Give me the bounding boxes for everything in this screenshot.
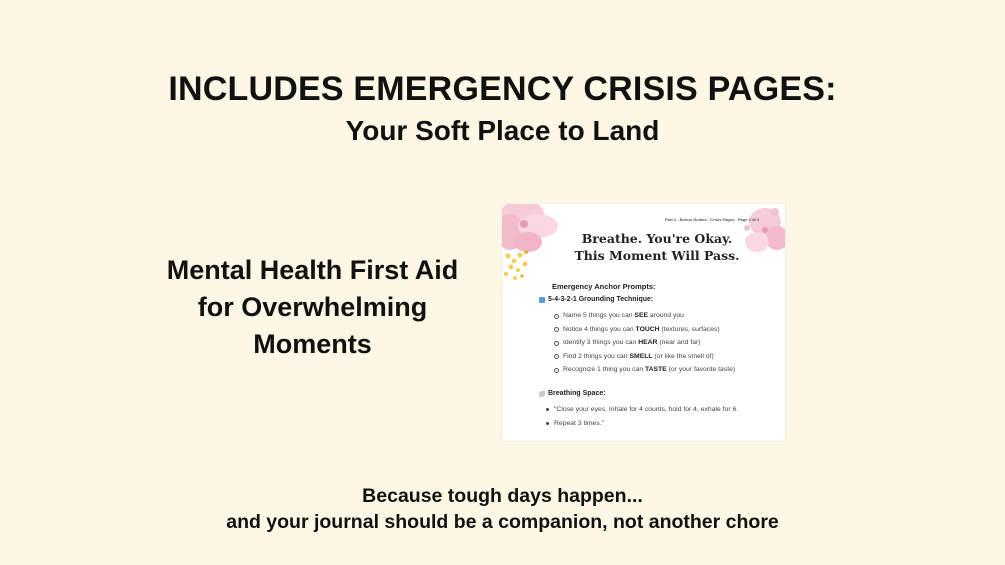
anchor-prompts-heading: Emergency Anchor Prompts: <box>552 282 656 291</box>
breathing-space-label: Breathing Space: <box>548 390 606 397</box>
list-item: Find 2 things you can SMELL (or like the smell of) <box>554 350 735 364</box>
feature-heading-line: Mental Health First Aid <box>166 255 459 285</box>
grounding-technique-label: 5-4-3-2-1 Grounding Technique: <box>548 296 654 303</box>
preview-title <box>542 230 772 264</box>
list-item: Notice 4 things you can TOUCH (textures, surfaces) <box>554 323 735 337</box>
list-item: Identify 3 things you can HEAR (near and far) <box>554 336 735 350</box>
preview-header: Part 2 - Bonus Guides - Crisis Pages - Page 2 of 4 <box>664 217 759 222</box>
crisis-page-preview <box>502 204 785 441</box>
page-subtitle: Your Soft Place to Land <box>345 115 660 146</box>
list-item: Repeat 3 times." <box>545 417 738 431</box>
grounding-list <box>554 309 735 377</box>
shield-icon <box>539 297 545 303</box>
feature-heading <box>150 252 475 363</box>
grounding-technique-heading <box>539 296 653 303</box>
list-item: Recognize 1 thing you can TASTE (or your favorite taste) <box>554 363 735 377</box>
breathing-space-heading <box>539 390 606 397</box>
feature-heading-line: for Overwhelming <box>197 292 428 322</box>
footer-tagline <box>0 483 1005 535</box>
feature-heading-line: Moments <box>253 329 372 359</box>
footer-line: Because tough days happen... <box>362 485 643 507</box>
footer-line: and your journal should be a companion, not another chore <box>226 511 779 533</box>
preview-title-line: This Moment Will Pass. <box>574 248 740 263</box>
page-title: INCLUDES EMERGENCY CRISIS PAGES: <box>168 70 837 108</box>
preview-title-line: Breathe. You're Okay. <box>581 231 733 246</box>
list-item: Name 5 things you can SEE around you <box>554 309 735 323</box>
breathing-list <box>545 403 738 430</box>
list-item: "Close your eyes. Inhale for 4 counts, hold for 4, exhale for 6. <box>545 403 738 417</box>
leaf-icon <box>539 391 545 397</box>
